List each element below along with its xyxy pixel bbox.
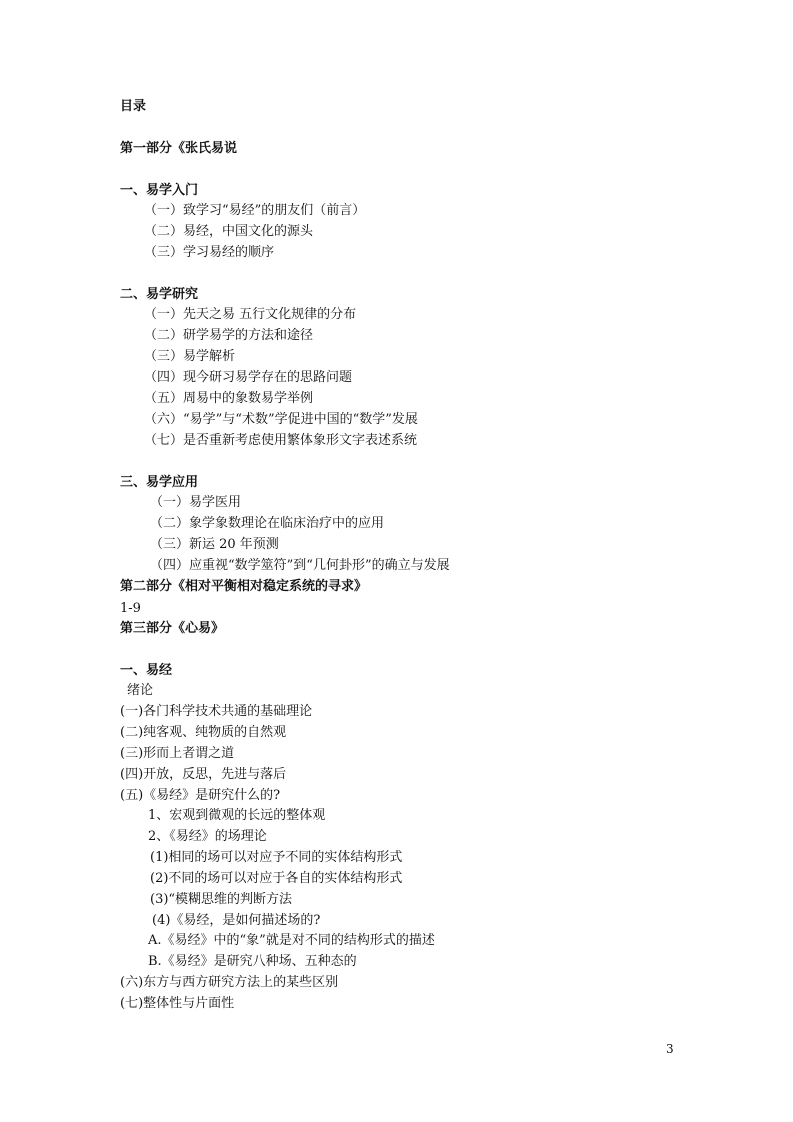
toc-item: （三）易学解析 (144, 349, 236, 364)
toc-subsubitem: (4)《易经，是如何描述场的? (152, 913, 321, 928)
toc-item: （二）研学易学的方法和途径 (144, 328, 314, 343)
toc-item: （六）“易学”与“术数”学促进中国的“数学”发展 (144, 412, 418, 427)
toc-subsubitem: (1)相同的场可以对应予不同的实体结构形式 (150, 850, 403, 865)
toc-item: （四）现今研习易学存在的思路问题 (144, 370, 353, 385)
toc-item: （五）周易中的象数易学举例 (144, 391, 314, 406)
toc-item: (二)纯客观、纯物质的自然观 (120, 725, 287, 740)
toc-item: (六)东方与西方研究方法上的某些区别 (120, 975, 339, 990)
toc-lettered-item: B.《易经》是研究八种场、五种态的 (148, 954, 357, 969)
section-heading: 一、易经 (120, 663, 173, 678)
toc-subitem: 2、《易经》的场理论 (148, 829, 267, 844)
toc-item: （四）应重视“数学筮符”到“几何卦形”的确立与发展 (150, 558, 450, 573)
part3-title: 第三部分《心易》 (120, 621, 225, 636)
toc-item: (三)形而上者谓之道 (120, 746, 235, 761)
toc-subsubitem: (3)“模糊思维的判断方法 (150, 892, 293, 907)
page-number: 3 (666, 1042, 674, 1056)
toc-item: (四)开放，反思，先进与落后 (120, 767, 287, 782)
toc-item: （一）致学习“易经”的朋友们（前言） (144, 203, 366, 218)
part2-title: 第二部分《相对平衡相对稳定系统的寻求》 (120, 579, 368, 594)
toc-item: （二）易经，中国文化的源头 (144, 224, 314, 239)
intro-label: 绪论 (127, 683, 154, 698)
toc-item: （二）象学象数理论在临床治疗中的应用 (150, 516, 385, 531)
toc-item: (五)《易经》是研究什么的? (120, 788, 281, 803)
part2-range: 1-9 (120, 601, 141, 616)
toc-title: 目录 (120, 99, 147, 114)
toc-item: （三）学习易经的顺序 (144, 245, 275, 260)
section-heading: 二、易学研究 (120, 287, 199, 302)
toc-item: （一）易学医用 (150, 495, 242, 510)
section-heading: 一、易学入门 (120, 183, 199, 198)
toc-item: （七）是否重新考虑使用繁体象形文字表述系统 (144, 433, 418, 448)
part1-title: 第一部分《张氏易说 (120, 141, 238, 156)
toc-subsubitem: (2)不同的场可以对应于各自的实体结构形式 (150, 871, 403, 886)
toc-item: (一)各门科学技术共通的基础理论 (120, 704, 313, 719)
section-heading: 三、易学应用 (120, 475, 199, 490)
toc-item: （三）新运 20 年预测 (150, 537, 279, 552)
toc-lettered-item: A.《易经》中的“象”就是对不同的结构形式的描述 (148, 933, 435, 948)
toc-item: （一）先天之易 五行文化规律的分布 (144, 307, 357, 322)
toc-subitem: 1、宏观到微观的长远的整体观 (148, 808, 326, 823)
toc-item: (七)整体性与片面性 (120, 996, 235, 1011)
